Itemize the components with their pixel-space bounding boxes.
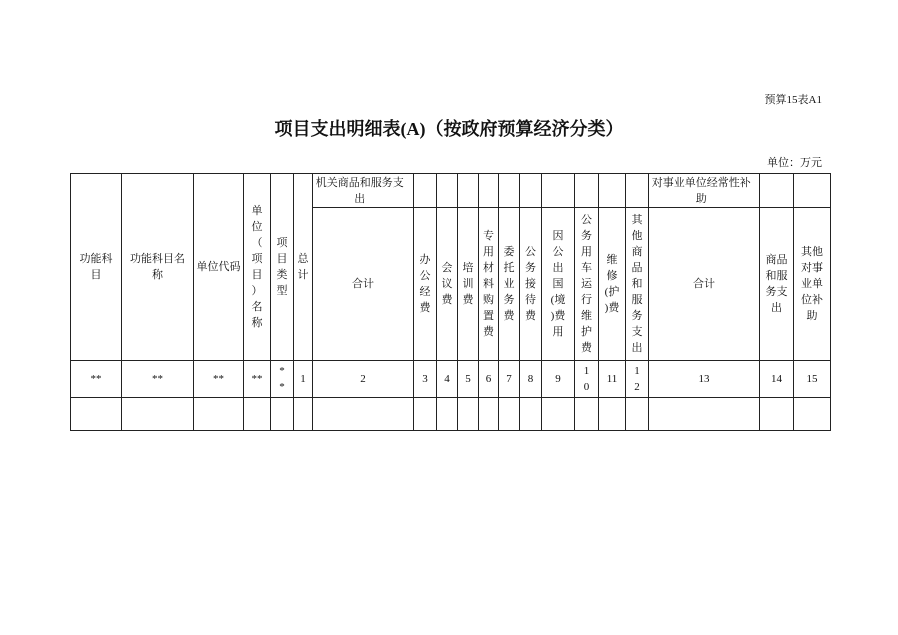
stacked-text-line: 托 [503, 262, 515, 274]
stacked-text-line: 服 [631, 294, 643, 306]
stacked-text-line: 1 [634, 365, 640, 377]
stacked-text-line: 办 [419, 254, 431, 266]
form-code: 预算15表A1 [764, 94, 822, 106]
index-cell [626, 361, 649, 398]
col-overseas-travel [542, 208, 575, 361]
col-grand-total [294, 174, 313, 361]
blank-cell [599, 398, 626, 431]
blank-cell [122, 398, 194, 431]
stacked-text-line: 置 [483, 310, 494, 322]
stacked-text-line: 用 [581, 246, 592, 258]
stacked-text-line: 运 [581, 278, 592, 290]
stacked-text-line: 其 [631, 214, 643, 226]
stacked-text-line: 公 [552, 246, 564, 258]
header-row-top [71, 174, 831, 208]
stacked-text-line: 用 [483, 246, 494, 258]
blank-cell [271, 398, 294, 431]
index-cell-value [575, 363, 598, 395]
stacked-text-line: 出 [631, 342, 643, 354]
stacked-text-line: 费 [581, 342, 592, 354]
header-top-cell [414, 174, 437, 208]
stacked-text-line: 护 [581, 326, 592, 338]
blank-cell [194, 398, 244, 431]
stacked-text-line: 料 [483, 278, 494, 290]
stacked-text-line: 公 [581, 214, 592, 226]
index-cell: 6 [479, 361, 499, 398]
stacked-text-line: 费 [525, 310, 536, 322]
blank-cell [71, 398, 122, 431]
col-unit-project-name-label [244, 203, 270, 331]
blank-cell [479, 398, 499, 431]
page-title: 项目支出明细表(A)（按政府预算经济分类） [274, 119, 624, 139]
stacked-text-line: 费 [441, 294, 453, 306]
col-special-materials-label [479, 228, 498, 340]
stacked-text-line: 维 [606, 254, 618, 266]
stacked-text-line: 他 [631, 230, 643, 242]
stacked-text-line: 费 [462, 294, 474, 306]
stacked-text-line: 会 [441, 262, 453, 274]
stacked-text-line: 购 [483, 294, 494, 306]
stacked-text-line: ） [251, 285, 263, 297]
group-header-goods-services [313, 174, 414, 208]
col-function-subject-name [122, 174, 194, 361]
col-official-vehicle [575, 208, 599, 361]
index-cell: 7 [499, 361, 520, 398]
blank-cell [760, 398, 794, 431]
index-cell: ** [71, 361, 122, 398]
stacked-text-line: 费 [483, 326, 494, 338]
blank-cell [794, 398, 831, 431]
col-maintenance-label [599, 252, 625, 316]
blank-cell [575, 398, 599, 431]
stacked-text-line: 专 [483, 230, 494, 242]
stacked-text-line: * [279, 381, 285, 393]
blank-data-row [71, 398, 831, 431]
stacked-text-line: (境 [550, 294, 566, 306]
col-special-materials [479, 208, 499, 361]
col-official-vehicle-label [575, 212, 598, 356]
col-commissioned-services-label [499, 244, 519, 324]
stacked-text-line: 委 [503, 246, 515, 258]
header-top-cell [520, 174, 542, 208]
col-meeting-fees-label [437, 260, 457, 308]
stacked-text-line: 目 [251, 269, 263, 281]
col-function-subject-name-label: 功能科目名称 [130, 253, 185, 281]
blank-cell [458, 398, 479, 431]
blank-cell [294, 398, 313, 431]
index-cell: 9 [542, 361, 575, 398]
index-cell [575, 361, 599, 398]
col-project-type [271, 174, 294, 361]
stacked-text-line: 公 [419, 270, 431, 282]
stacked-text-line: 费 [503, 310, 515, 322]
index-cell: 14 [760, 361, 794, 398]
stacked-text-line: 称 [251, 317, 263, 329]
col-project-type-label [271, 235, 293, 299]
col-training-fees [458, 208, 479, 361]
col-office-expenses [414, 208, 437, 361]
stacked-text-line: 项 [276, 237, 288, 249]
index-cell: 2 [313, 361, 414, 398]
header-top-cell [794, 174, 831, 208]
stacked-text-line: 车 [581, 262, 592, 274]
header-top-cell [437, 174, 458, 208]
index-cell: 8 [520, 361, 542, 398]
header-top-cell [760, 174, 794, 208]
blank-cell [313, 398, 414, 431]
col-subsidy-subtotal [649, 208, 760, 361]
header-top-cell [626, 174, 649, 208]
blank-cell [626, 398, 649, 431]
stacked-text-line: 维 [581, 310, 592, 322]
header-top-cell [542, 174, 575, 208]
stacked-text-line: 用 [552, 326, 564, 338]
col-other-goods-services [626, 208, 649, 361]
budget-table [70, 173, 831, 431]
stacked-text-line: 经 [419, 286, 431, 298]
index-cell-value [271, 363, 293, 395]
stacked-text-line: 材 [483, 262, 494, 274]
col-meeting-fees [437, 208, 458, 361]
index-cell: 15 [794, 361, 831, 398]
stacked-text-line: 行 [581, 294, 592, 306]
blank-cell [649, 398, 760, 431]
stacked-text-line: 2 [634, 381, 640, 393]
index-cell: ** [194, 361, 244, 398]
index-cell [271, 361, 294, 398]
stacked-text-line: 费 [419, 302, 431, 314]
col-function-subject-label: 功能科目 [79, 253, 113, 281]
index-cell: ** [244, 361, 271, 398]
stacked-text-line: 务 [581, 230, 592, 242]
blank-cell [499, 398, 520, 431]
index-row [71, 361, 831, 398]
stacked-text-line: 待 [525, 294, 536, 306]
col-commissioned-services [499, 208, 520, 361]
index-cell: ** [122, 361, 194, 398]
unit-label: 单位：万元 [767, 157, 822, 169]
col-other-goods-services-label [626, 212, 648, 356]
col-other-subsidy-label: 其他对事业单位补助 [801, 246, 823, 322]
stacked-text-line: 项 [251, 253, 263, 265]
col-unit-code [194, 174, 244, 361]
stacked-text-line: 类 [276, 269, 288, 281]
index-cell: 5 [458, 361, 479, 398]
col-maintenance [599, 208, 626, 361]
index-cell: 1 [294, 361, 313, 398]
col-goods-services-subtotal [313, 208, 414, 361]
index-cell: 4 [437, 361, 458, 398]
col-official-reception [520, 208, 542, 361]
stacked-text-line: (护 [604, 286, 620, 298]
stacked-text-line: 品 [631, 262, 643, 274]
stacked-text-line: 修 [606, 270, 618, 282]
stacked-text-line: 计 [297, 269, 309, 281]
col-official-reception-label [520, 244, 541, 324]
group-header-institution-subsidy [649, 174, 760, 208]
header-top-cell [575, 174, 599, 208]
stacked-text-line: 总 [297, 253, 309, 265]
stacked-text-line: * [279, 365, 285, 377]
stacked-text-line: 培 [462, 262, 474, 274]
stacked-text-line: 务 [631, 310, 643, 322]
col-subsidy-goods-services [760, 208, 794, 361]
stacked-text-line: 训 [462, 278, 474, 290]
group-header-institution-subsidy-label: 对事业单位经常性补助 [651, 176, 751, 205]
stacked-text-line: 单 [251, 205, 263, 217]
stacked-text-line: 公 [525, 246, 536, 258]
blank-cell [244, 398, 271, 431]
stacked-text-line: )费 [604, 302, 620, 314]
stacked-text-line: )费 [550, 310, 566, 322]
blank-cell [437, 398, 458, 431]
stacked-text-line: 国 [552, 278, 564, 290]
stacked-text-line: 接 [525, 278, 536, 290]
col-subsidy-goods-services-label: 商品和服务支出 [765, 254, 788, 314]
stacked-text-line: 务 [525, 262, 536, 274]
col-other-subsidy [794, 208, 831, 361]
stacked-text-line: 务 [503, 294, 515, 306]
col-goods-services-subtotal-label: 合计 [352, 278, 374, 290]
blank-cell [520, 398, 542, 431]
stacked-text-line: 型 [276, 285, 288, 297]
stacked-text-line: 1 [583, 365, 590, 377]
col-overseas-travel-label [542, 228, 574, 340]
col-training-fees-label [458, 260, 478, 308]
index-cell-value [626, 363, 648, 395]
col-function-subject [71, 174, 122, 361]
group-header-goods-services-label: 机关商品和服务支出 [315, 176, 404, 205]
col-unit-code-label: 单位代码 [196, 261, 241, 273]
index-cell: 13 [649, 361, 760, 398]
header-top-cell [479, 174, 499, 208]
index-cell: 11 [599, 361, 626, 398]
col-office-expenses-label [414, 252, 436, 316]
index-cell: 3 [414, 361, 437, 398]
stacked-text-line: 商 [631, 246, 643, 258]
col-grand-total-label [294, 251, 312, 283]
header-top-cell [499, 174, 520, 208]
stacked-text-line: 业 [503, 278, 515, 290]
stacked-text-line: 0 [583, 381, 590, 393]
stacked-text-line: （ [251, 237, 263, 249]
col-unit-project-name [244, 174, 271, 361]
header-top-cell [599, 174, 626, 208]
stacked-text-line: 因 [552, 230, 564, 242]
blank-cell [414, 398, 437, 431]
stacked-text-line: 出 [552, 262, 564, 274]
stacked-text-line: 议 [441, 278, 453, 290]
col-subsidy-subtotal-label: 合计 [693, 278, 715, 290]
stacked-text-line: 和 [631, 278, 643, 290]
stacked-text-line: 名 [251, 301, 263, 313]
stacked-text-line: 位 [251, 221, 263, 233]
header-top-cell [458, 174, 479, 208]
blank-cell [542, 398, 575, 431]
stacked-text-line: 目 [276, 253, 288, 265]
stacked-text-line: 支 [631, 326, 643, 338]
